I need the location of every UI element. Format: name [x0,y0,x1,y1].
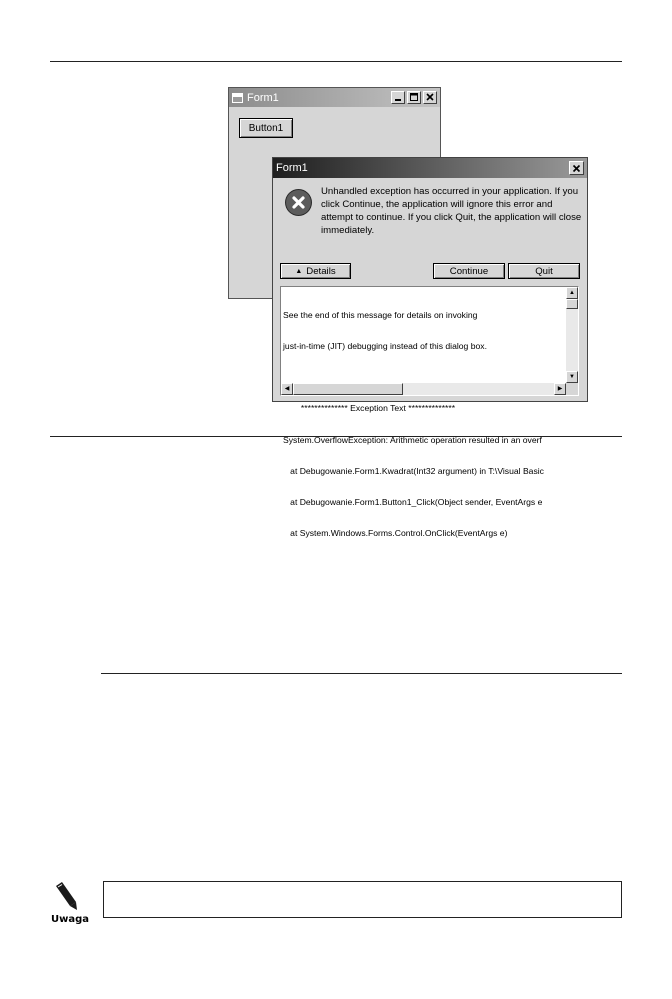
close-icon [570,163,583,175]
quit-button[interactable]: Quit [508,263,580,279]
minimize-icon [392,92,404,103]
details-line: System.OverflowException: Arithmetic operation resulted in an overf [283,434,542,445]
app-icon [232,93,243,103]
pencil-icon [50,880,80,914]
exception-dialog [272,157,588,539]
details-label: Details [306,265,336,277]
close-icon [424,92,436,103]
minimize-button[interactable] [391,91,405,104]
error-message: Unhandled exception has occurred in your application. If you click Continue, the application will ignore this error and attempt to continue. If you click Quit, the application will close immediately. [321,186,582,236]
details-line [283,372,565,382]
continue-button[interactable]: Continue [433,263,505,279]
maximize-button[interactable] [407,91,421,104]
dialog-title: Form1 [276,162,308,174]
scroll-corner [566,383,578,395]
note-box [103,881,622,918]
button1[interactable]: Button1 [239,118,293,138]
details-line: ************** Exception Text ************** [300,403,456,414]
scroll-right-button[interactable]: ▶ [554,383,566,395]
horizontal-scroll-thumb[interactable] [293,383,403,395]
section-rule [101,673,622,674]
scroll-left-button[interactable]: ◀ [281,383,293,395]
details-line: See the end of this message for details on invoking [283,309,478,320]
horizontal-scrollbar[interactable] [281,383,566,395]
close-button[interactable] [423,91,437,104]
details-text [283,289,565,560]
vertical-scroll-thumb[interactable] [566,299,578,309]
scroll-down-button[interactable]: ▼ [566,371,578,383]
vertical-scrollbar[interactable] [566,287,578,383]
error-icon [286,190,311,215]
details-button[interactable] [280,263,351,279]
maximize-icon [408,92,420,103]
dialog-close-button[interactable] [569,161,584,175]
details-line: at Debugowanie.Form1.Button1_Click(Object sender, EventArgs e [283,497,543,508]
details-line: just-in-time (JIT) debugging instead of this dialog box. [283,341,487,352]
top-rule [50,61,622,62]
triangle-up-icon: ▲ [295,267,303,275]
details-line: at System.Windows.Forms.Control.OnClick(EventArgs e) [283,528,508,539]
form1-titlebar [229,88,440,107]
dialog-titlebar [273,158,587,178]
note-label: Uwaga [51,914,90,925]
form1-title: Form1 [247,91,279,104]
scroll-up-button[interactable]: ▲ [566,287,578,299]
details-textbox[interactable] [280,286,579,539]
details-line: at Debugowanie.Form1.Kwadrat(Int32 argument) in T:\Visual Basic [283,465,544,476]
